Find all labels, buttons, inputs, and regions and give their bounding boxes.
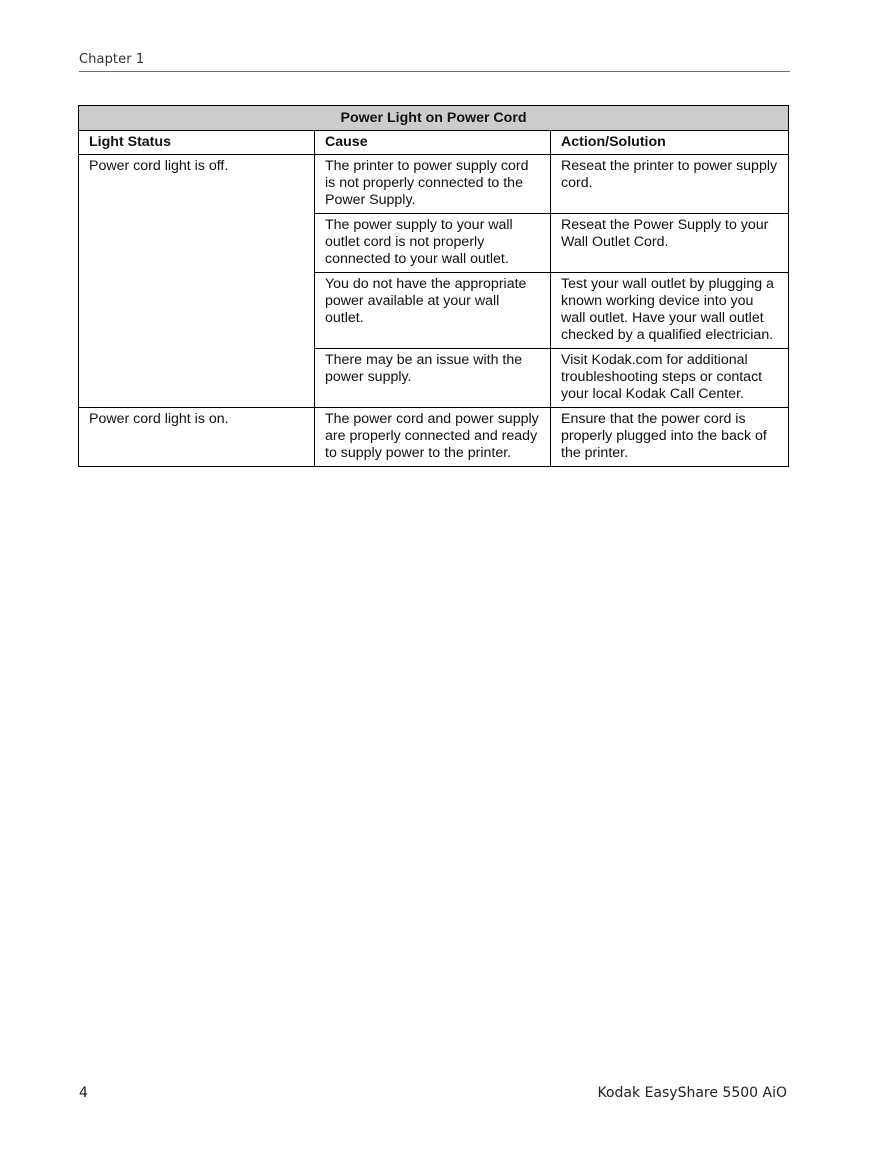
column-header-light-status: Light Status bbox=[79, 131, 315, 155]
action-cell: Ensure that the power cord is properly plugged into the back of the printer. bbox=[551, 408, 789, 467]
light-status-cell: Power cord light is on. bbox=[79, 408, 315, 467]
table-row bbox=[79, 155, 789, 214]
cause-cell: You do not have the appropriate power available at your wall outlet. bbox=[315, 273, 551, 349]
cause-cell: There may be an issue with the power supply. bbox=[315, 349, 551, 408]
troubleshooting-table bbox=[78, 105, 789, 467]
action-cell: Visit Kodak.com for additional troubleshooting steps or contact your local Kodak Call Center. bbox=[551, 349, 789, 408]
action-cell: Reseat the printer to power supply cord. bbox=[551, 155, 789, 214]
table-title: Power Light on Power Cord bbox=[79, 106, 789, 131]
table-title-row bbox=[79, 106, 789, 131]
action-cell: Test your wall outlet by plugging a known working device into you wall outlet. Have your wall outlet checked by a qualified electrician. bbox=[551, 273, 789, 349]
light-status-cell: Power cord light is off. bbox=[79, 155, 315, 408]
cause-cell: The printer to power supply cord is not properly connected to the Power Supply. bbox=[315, 155, 551, 214]
action-cell: Reseat the Power Supply to your Wall Outlet Cord. bbox=[551, 214, 789, 273]
table-row bbox=[79, 408, 789, 467]
table-header-row bbox=[79, 131, 789, 155]
column-header-action-solution: Action/Solution bbox=[551, 131, 789, 155]
footer-product-name: Kodak EasyShare 5500 AiO bbox=[597, 1085, 787, 1101]
cause-cell: The power supply to your wall outlet cord is not properly connected to your wall outlet. bbox=[315, 214, 551, 273]
header-divider bbox=[79, 71, 790, 72]
running-header: Chapter 1 bbox=[79, 52, 145, 67]
column-header-cause: Cause bbox=[315, 131, 551, 155]
cause-cell: The power cord and power supply are properly connected and ready to supply power to the printer. bbox=[315, 408, 551, 467]
page-number: 4 bbox=[79, 1085, 88, 1101]
